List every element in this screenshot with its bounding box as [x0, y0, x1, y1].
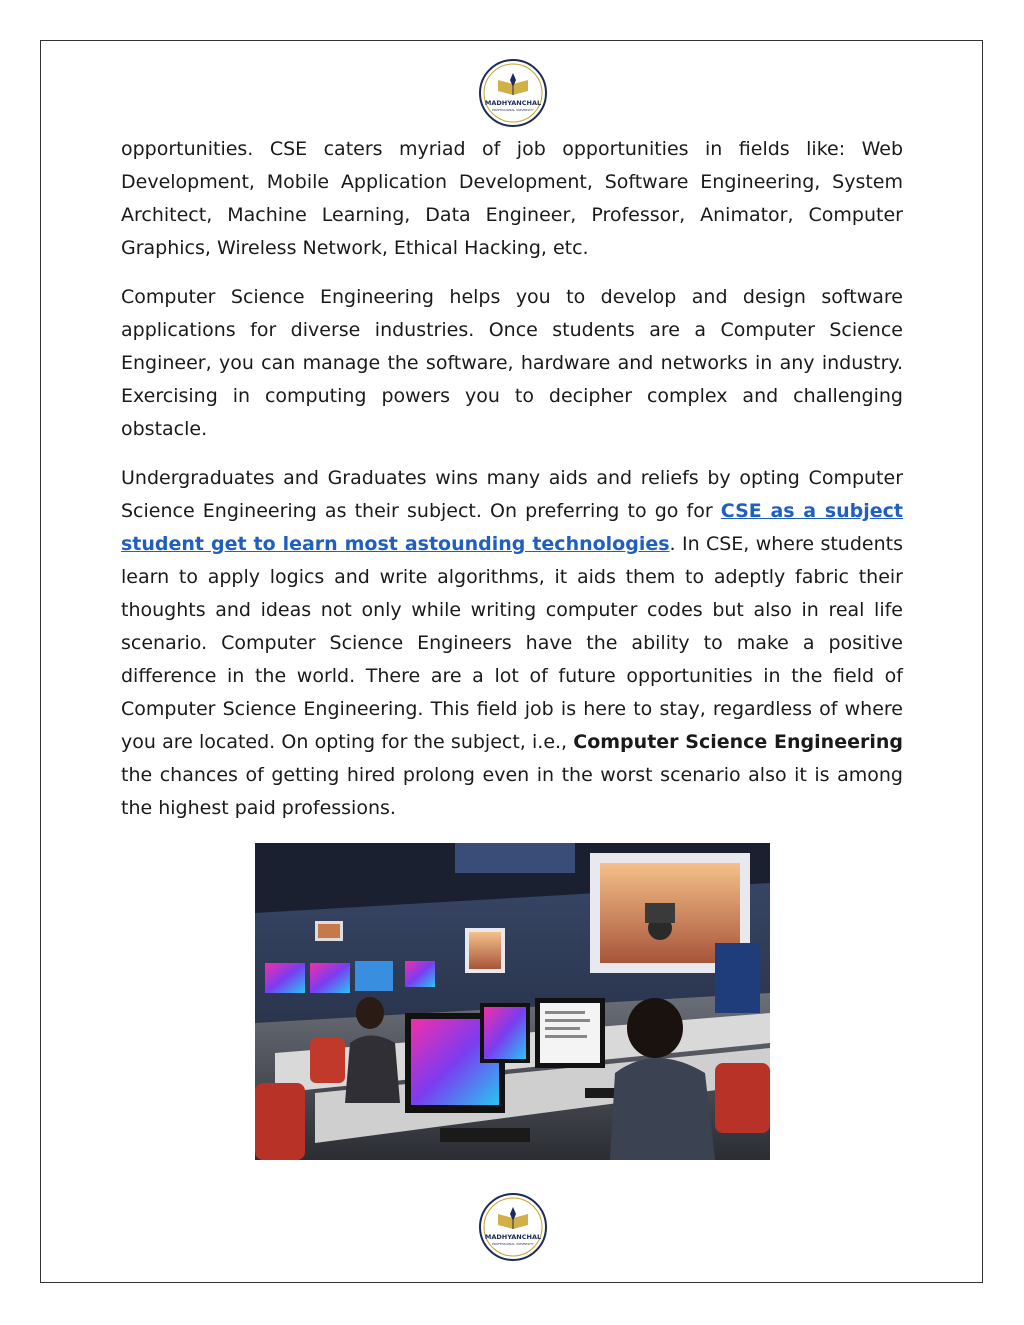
paragraph-opportunities [121, 462, 903, 825]
university-logo [478, 1192, 548, 1262]
cse-subject-link[interactable]: CSE as a subject student get to learn most astounding technologies [121, 500, 903, 555]
logo-tagline: PROFESSIONAL UNIVERSITY [492, 108, 534, 112]
paragraph-text: the chances of getting hired prolong even in the worst scenario also it is among the highest paid professions. [121, 764, 903, 819]
computer-lab-photo [255, 843, 770, 1160]
logo-name: MADHYANCHAL [484, 1233, 542, 1241]
logo-name: MADHYANCHAL [484, 99, 542, 107]
paragraph-software-development: Computer Science Engineering helps you to develop and design software applications for diverse industries. Once students are a Computer Science Engineer, you can manage the software, hardware and networks in any industry. Exercising in computing powers you to decipher complex and challenging obstacle. [121, 286, 903, 440]
logo-tagline: PROFESSIONAL UNIVERSITY [492, 1242, 534, 1246]
paragraph-career-fields: opportunities. CSE caters myriad of job opportunities in fields like: Web Development, Mobile Application Development, Software Engineering, System Architect, Machine Learning, Data Engineer, Professor, Animator, Computer Graphics, Wireless Network, Ethical Hacking, etc. [121, 138, 903, 259]
document-body [121, 133, 903, 841]
university-logo [478, 58, 548, 128]
paragraph-text: Undergraduates and Graduates wins many aids and reliefs by opting Computer Science Engineering as their subject. On preferring to go for [121, 467, 903, 522]
paragraph-text: . In CSE, where students learn to apply logics and write algorithms, it aids them to adeptly fabric their thoughts and ideas not only while writing computer codes but also in real life scenario. Computer Science Engineers have the ability to make a positive difference in the world. There are a lot of future opportunities in the field of Computer Science Engineering. This field job is here to stay, regardless of where you are located. On opting for the subject, i.e., [121, 533, 903, 753]
bold-keyword: Computer Science Engineering [573, 731, 903, 753]
